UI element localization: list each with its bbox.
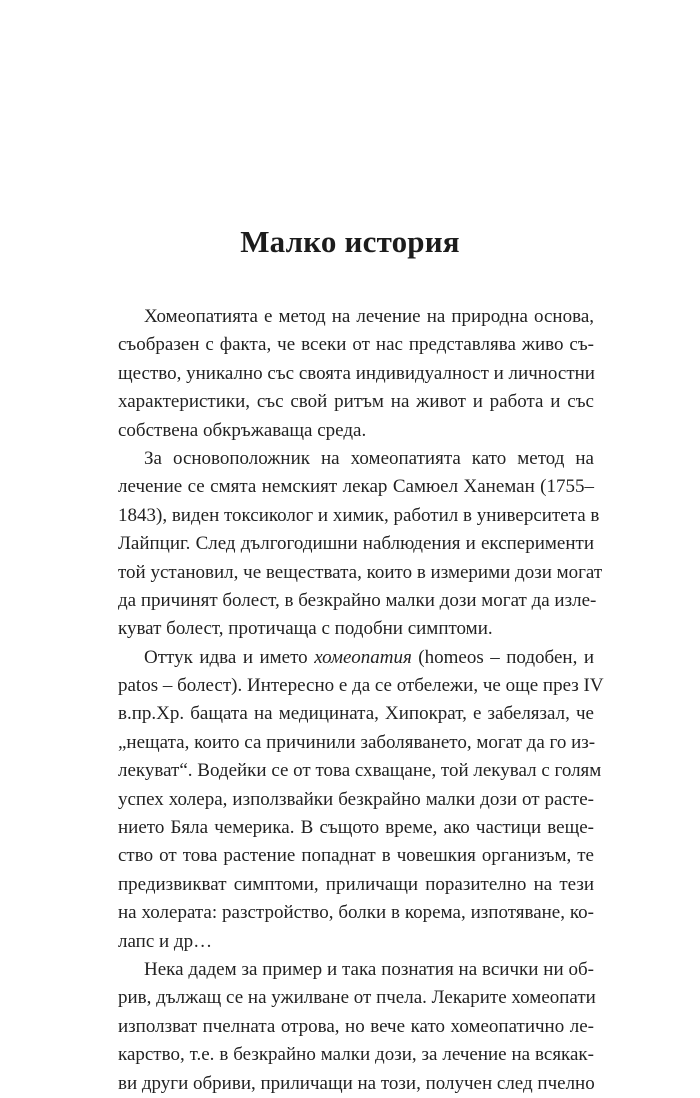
text-line: щество, уникално със своята индивидуалност и личностни [118,362,595,384]
text-line: той установил, че веществата, които в измерими дози могат [118,561,603,583]
text-line: ви други обриви, приличащи на този, получен след пчелно [118,1072,595,1094]
text-line: използват пчелната отрова, но вече като хомеопатично ле- [118,1015,594,1037]
text-line: карство, т.е. в безкрайно малки дози, за лечение на всякак- [118,1044,594,1066]
text-line: patos – болест). Интересно е да се отбележи, че още през IV [118,675,604,697]
text-line: съобразен с факта, че всеки от нас представлява живо съ- [118,334,594,356]
text-line: лекуват“. Водейки се от това схващане, той лекувал с голям [118,760,602,782]
text-line: рив, дължащ се на ужилване от пчела. Лекарите хомеопати [118,987,596,1009]
text-line: Лайпциг. След дългогодишни наблюдения и експерименти [118,533,594,555]
chapter-body [118,303,604,1098]
text-line: куват болест, протичаща с подобни симптоми. [118,618,493,640]
text-line-mixed [118,644,594,672]
text-line: характеристики, със свой ритъм на живот и работа и със [118,391,594,413]
text-line: За основоположник на хомеопатията като метод на [144,447,594,469]
text-line: Хомеопатията е метод на лечение на природна основа, [144,306,594,327]
text-line: ство от това растение попаднат в човешкия организъм, те [118,845,594,867]
text-line: на холерата: разстройство, болки в корема, изпотяване, ко- [118,902,594,924]
text-line: Нека дадем за пример и така познатия на всички ни об- [144,958,594,980]
text-line: лечение се смята немският лекар Самюел Ханеман (1755– [118,476,594,498]
text-line: нието Бяла чемерика. В същото време, ако частици веще- [118,817,594,839]
text-line: успех холера, използвайки безкрайно малки дози от расте- [118,788,594,810]
text-line: собствена обкръжаваща среда. [118,419,367,441]
text-segment: Оттук идва и името [144,646,315,668]
text-line: „нещата, които са причинили заболяването, могат да го из- [118,731,596,753]
text-line: 1843), виден токсиколог и химик, работил в университета в [118,504,600,526]
text-line: предизвикват симптоми, приличащи поразително на тези [118,873,594,895]
emphasis-term: хомеопатия [314,646,412,668]
text-segment: (homeos – подобен, и [411,646,594,668]
chapter-title: Малко история [240,224,460,259]
text-line: лапс и др… [118,930,213,952]
text-line: в.пр.Хр. бащата на медицината, Хипократ, е забелязал, че [118,703,594,725]
text-line: да причинят болест, в безкрайно малки дози могат да изле- [118,589,597,611]
